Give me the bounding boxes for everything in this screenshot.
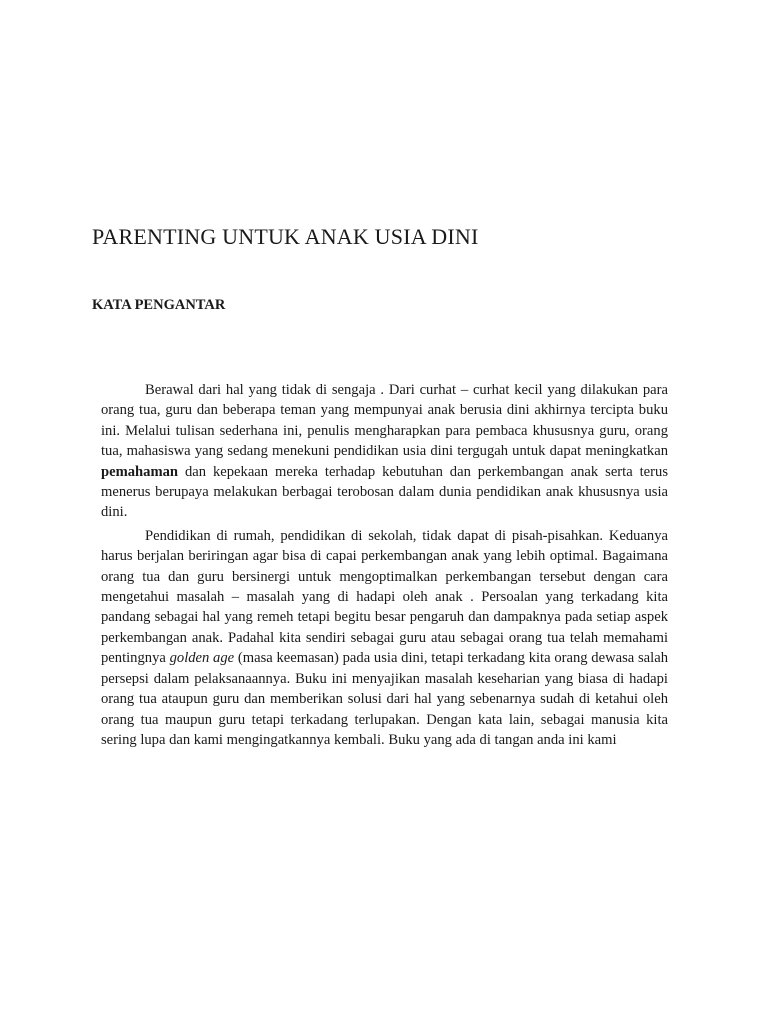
paragraph-2-text-a: Pendidikan di rumah, pendidikan di sekolah, tidak dapat di pisah-pisahkan. Keduanya harus berjalan beriringan agar bisa di capai perkembangan anak yang lebih optimal. Bagaimana orang tua dan guru bersinergi untuk mengoptimalkan perkembangan tersebut dengan cara mengetahui masalah – masalah yang di hadapi oleh anak . Persoalan yang terkadang kita pandang sebagai hal yang remeh tetapi begitu besar pengaruh dan dampaknya pada setiap aspek perkembangan anak. Padahal kita sendiri sebagai guru atau sebagai orang tua telah memahami pentingnya (101, 527, 668, 667)
body-text (101, 380, 668, 753)
section-heading: KATA PENGANTAR (92, 297, 226, 313)
page-title: PARENTING UNTUK ANAK USIA DINI (92, 224, 479, 249)
paragraph-1 (101, 380, 668, 523)
paragraph-2 (101, 526, 668, 750)
paragraph-2-text-b: (masa keemasan) pada usia dini, tetapi terkadang kita orang dewasa salah persepsi dalam pelaksanaannya. Buku ini menyajikan masalah keseharian yang biasa di hadapi orang tua ataupun guru dan memberikan solusi dari hal yang sebenarnya sudah di ketahui oleh orang tua maupun guru tetapi terkadang terlupakan. Dengan kata lain, sebagai manusia kita sering lupa dan kami mengingatkannya kembali. Buku yang ada di tangan anda ini kami (101, 650, 668, 748)
paragraph-2-italic-term: golden age (169, 650, 235, 667)
paragraph-1-text-b: dan kepekaan mereka terhadap kebutuhan dan perkembangan anak serta terus menerus berupaya melakukan berbagai terobosan dalam dunia pendidikan anak khususnya usia dini. (101, 463, 668, 521)
paragraph-1-bold-term: pemahaman (101, 463, 179, 480)
paragraph-1-text-a: Berawal dari hal yang tidak di sengaja . Dari curhat – curhat kecil yang dilakukan para orang tua, guru dan beberapa teman yang mempunyai anak berusia dini akhirnya tercipta buku ini. Melalui tulisan sederhana ini, penulis mengharapkan para pembaca khususnya guru, orang tua, mahasiswa yang sedang menekuni pendidikan usia dini tergugah untuk dapat meningkatkan (101, 382, 668, 460)
